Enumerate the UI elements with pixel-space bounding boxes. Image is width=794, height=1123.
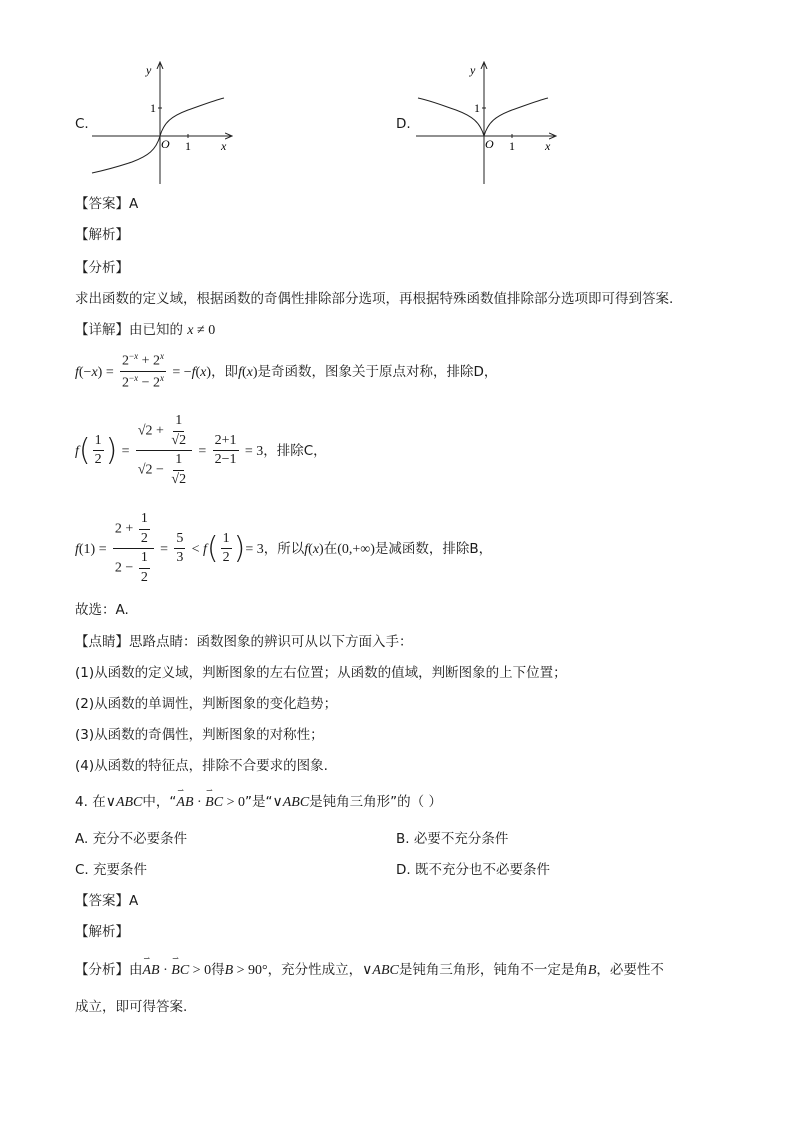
curve-d-right: [484, 98, 548, 136]
q4-analysis-tag: 【解析】: [75, 924, 129, 940]
eq3-big-fraction: 2 + $\frac{1}{2}$ 2 − $\frac{1}{2}$: [113, 512, 154, 586]
q3-point-2: (2)从函数的单调性，判断图象的变化趋势；: [75, 696, 338, 712]
detail-tag: 【详解】: [75, 322, 129, 338]
y-label: y: [470, 63, 476, 77]
q4-fenxi-line1: 【分析】由⇀ AB · ⇀ BC > 0得B > 90°，充分性成立，∨ABC是钝角三角形，钝角不一定是角B，必要性不: [75, 958, 664, 979]
q3-choose: 故选：A.: [75, 602, 129, 618]
dianjing-tag: 【点睛】: [75, 634, 129, 650]
answer-value: A: [129, 893, 139, 909]
x-label: x: [221, 139, 227, 153]
q4-answer-line: [75, 889, 138, 909]
q4-option-a: A. 充分不必要条件: [75, 831, 188, 847]
option-c-label: C.: [75, 116, 89, 132]
q4-option-b: B. 必要不充分条件: [396, 831, 509, 847]
answer-tag: 【答案】: [75, 893, 129, 909]
q4-option-d: D. 既不充分也不必要条件: [396, 862, 550, 878]
x-tick-1: 1: [185, 139, 191, 153]
q3-analysis-tag: 【解析】: [75, 227, 129, 243]
q3-eq2: f( $\frac{1}{2}$ ) = √2 + $\frac{1}{√2}$ √2 − $\frac{1}{√2}$ = $\frac{2+1}{2-1}$ = 3，排除C，: [75, 413, 327, 488]
x-label: x: [545, 139, 551, 153]
q3-eq3: f(1) = 2 + $\frac{1}{2}$ 2 − $\frac{1}{2}$ = $\frac{5}{3}$ < f( $\frac{1}{2}$ )= 3，所以f(x)在(0,+∞)是减函数，排除B，: [75, 511, 493, 586]
curve-c-left: [92, 136, 160, 173]
q3-answer-line: [75, 192, 138, 212]
q3-detail-line: 【详解】由已知的 x ≠ 0: [75, 322, 216, 338]
q3-point-3: (3)从函数的奇偶性，判断图象的对称性；: [75, 727, 324, 743]
q3-point-4: (4)从函数的特征点，排除不合要求的图象.: [75, 758, 328, 774]
q4-fenxi-line2: 成立，即可得答案.: [75, 999, 188, 1015]
x-tick-1: 1: [509, 139, 515, 153]
domain-condition: x ≠ 0: [187, 323, 216, 338]
graph-c: [88, 58, 238, 186]
q4-option-c: C. 充要条件: [75, 862, 148, 878]
answer-tag: 【答案】: [75, 196, 129, 212]
curve-c: [160, 98, 224, 136]
q3-fenxi-text: 求出函数的定义域，根据函数的奇偶性排除部分选项，再根据特殊函数值排除部分选项即可得到答案.: [75, 291, 674, 307]
y-label: y: [146, 63, 152, 77]
graph-d: [412, 58, 562, 186]
q3-eq1: f(−x) = $\frac{2^{-x} + 2^x}{2^{-x} - 2^x}$ = −f(x)，即f(x)是奇函数，图象关于原点对称，排除D，: [75, 351, 498, 391]
question-number: 4.: [75, 794, 88, 810]
y-tick-1: 1: [150, 101, 156, 115]
y-tick-1: 1: [474, 101, 480, 115]
answer-value: A: [129, 196, 139, 212]
q3-dianjing: 【点睛】思路点睛：函数图象的辨识可从以下方面入手：: [75, 634, 413, 650]
q4-stem: 4. 在∨ABC中，“⇀ AB · ⇀ BC > 0”是“∨ABC是钝角三角形”的（ ）: [75, 790, 442, 811]
origin-label: O: [161, 137, 170, 151]
option-d-label: D.: [396, 116, 411, 132]
eq1-fraction: $\frac{2^{-x} + 2^x}{2^{-x} - 2^x}$: [122, 351, 165, 391]
eq2-big-fraction: √2 + $\frac{1}{√2}$ √2 − $\frac{1}{√2}$: [136, 414, 192, 488]
origin-label: O: [485, 137, 494, 151]
fenxi-tag: 【分析】: [75, 962, 129, 978]
q3-fenxi-tag: 【分析】: [75, 260, 129, 276]
q3-point-1: (1)从函数的定义域，判断图象的左右位置；从函数的值域，判断图象的上下位置；: [75, 665, 567, 681]
